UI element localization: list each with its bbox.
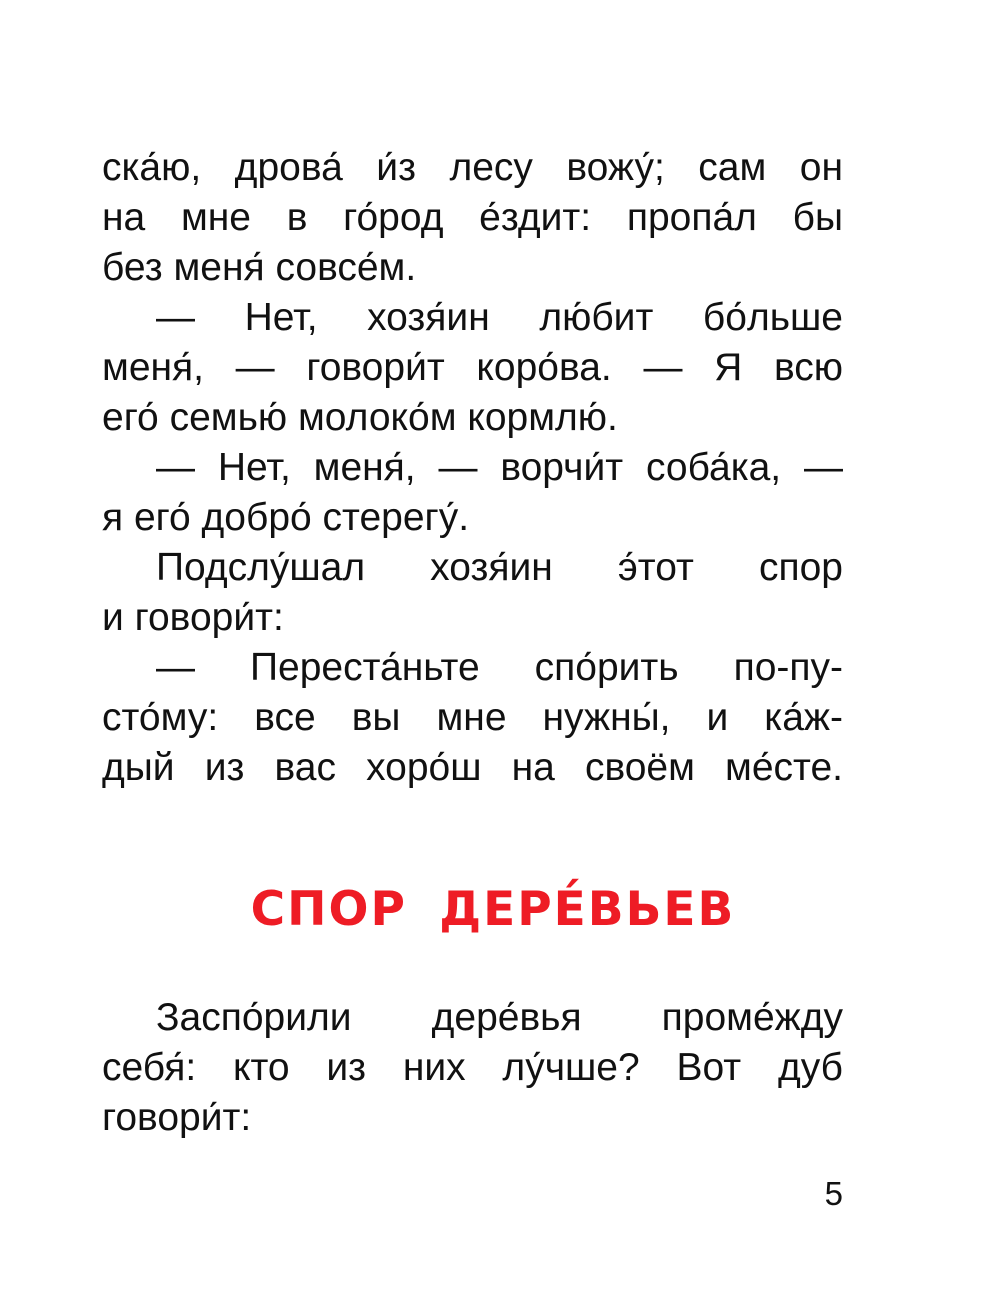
text-line: на мне в го́род е́здит: пропа́л бы (102, 196, 843, 239)
text-line: Подслу́шал хозя́ин э́тот спор (156, 546, 843, 589)
text-line: сто́му: все вы мне нужны́, и ка́ж- (102, 696, 843, 739)
text-line: его́ семью́ молоко́м кормлю́. (102, 396, 618, 439)
story-end-text (102, 143, 843, 793)
text-line: — Переста́ньте спо́рить по-пу- (156, 646, 843, 689)
text-line: без меня́ совсе́м. (102, 246, 417, 289)
text-line: говори́т: (102, 1096, 252, 1139)
text-line: и говори́т: (102, 596, 284, 639)
story-start-text (102, 993, 843, 1143)
text-line: дый из вас хоро́ш на своём ме́сте. (102, 746, 843, 789)
text-line: Заспо́рили дере́вья проме́жду (156, 996, 843, 1039)
page-number: 5 (824, 1175, 843, 1212)
section-heading: СПОР ДЕРЕ́ВЬЕВ (250, 882, 736, 937)
text-line: себя́: кто из них лу́чше? Вот дуб (102, 1046, 843, 1089)
text-line: — Нет, меня́, — ворчи́т соба́ка, — (156, 446, 843, 489)
text-line: я его́ добро́ стерегу́. (102, 496, 470, 539)
text-line: меня́, — говори́т коро́ва. — Я всю (102, 346, 843, 389)
text-line: — Нет, хозя́ин лю́бит бо́льше (156, 296, 843, 339)
text-line: ска́ю, дрова́ и́з лесу вожу́; сам он (102, 146, 843, 189)
